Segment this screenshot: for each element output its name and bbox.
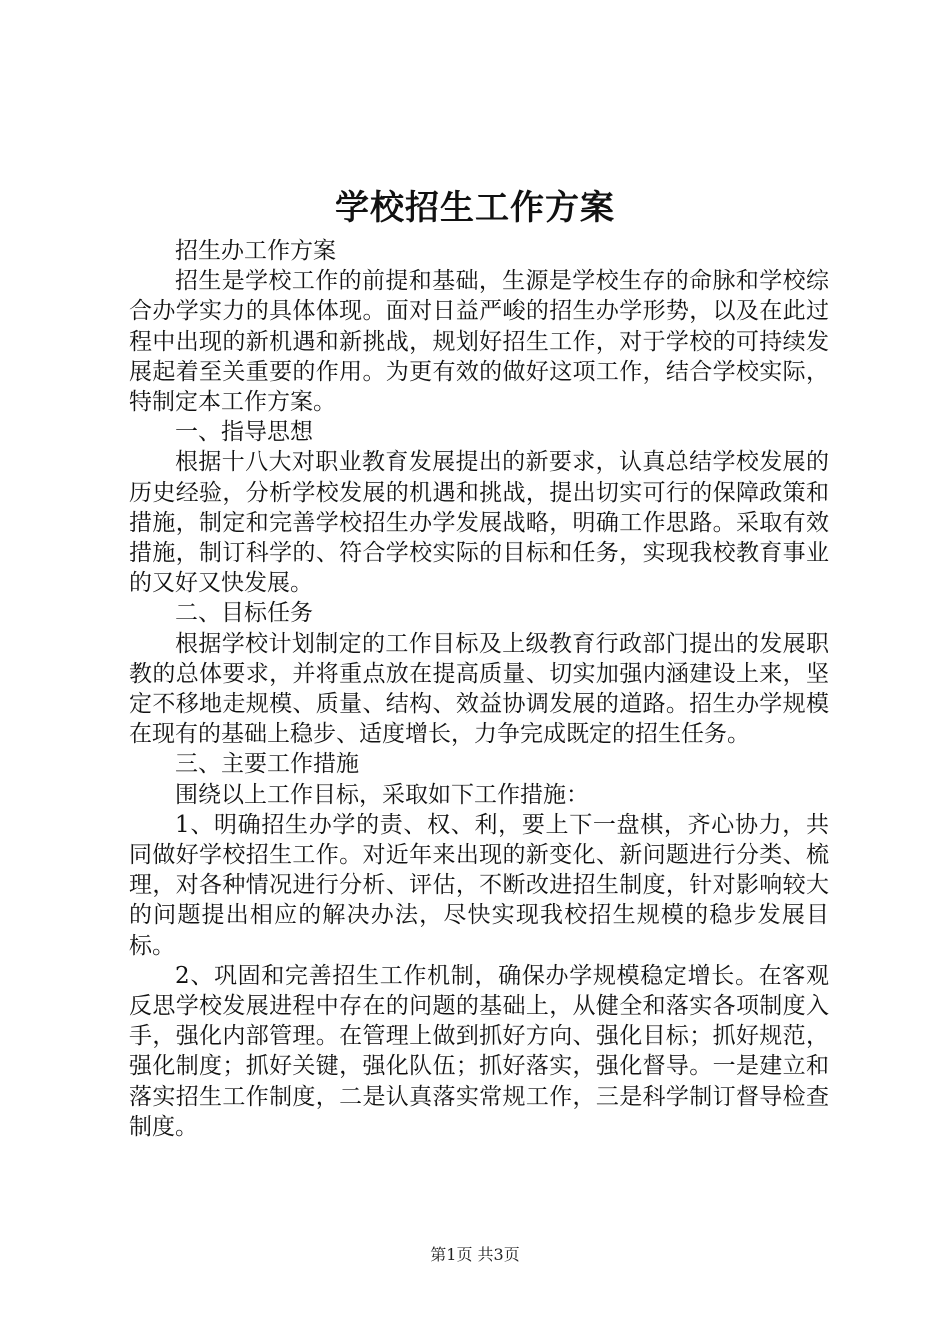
section-heading-measures: 三、主要工作措施 <box>175 751 359 778</box>
document-body <box>129 236 829 1142</box>
section-heading-guiding-ideology: 一、指导思想 <box>175 419 313 446</box>
paragraph-goals: 根据学校计划制定的工作目标及上级教育行政部门提出的发展职教的总体要求，并将重点放在提高质量、切实加强内涵建设上来，坚定不移地走规模、质量、结构、效益协调发展的道路。招生办学规模在现有的基础上稳步、适度增长，力争完成既定的招生任务。 <box>129 630 829 748</box>
page-number-footer: 第1页 共3页 <box>430 1245 520 1264</box>
paragraph-subtitle: 招生办工作方案 <box>175 238 336 264</box>
paragraph-measures-intro: 围绕以上工作目标，采取如下工作措施： <box>175 781 589 808</box>
paragraph-measure-1: 1、明确招生办学的责、权、利，要上下一盘棋，齐心协力，共同做好学校招生工作。对近年来出现的新变化、新问题进行分类、梳理，对各种情况进行分析、评估，不断改进招生制度，针对影响较大的问题提出相应的解决办法，尽快实现我校招生规模的稳步发展目标。 <box>129 811 829 959</box>
paragraph-guiding-ideology: 根据十八大对职业教育发展提出的新要求，认真总结学校发展的历史经验，分析学校发展的机遇和挑战，提出切实可行的保障政策和措施，制定和完善学校招生办学发展战略，明确工作思路。采取有效措施，制订科学的、符合学校实际的目标和任务，实现我校教育事业的又好又快发展。 <box>129 449 829 597</box>
document-title: 学校招生工作方案 <box>335 188 615 228</box>
paragraph-intro: 招生是学校工作的前提和基础，生源是学校生存的命脉和学校综合办学实力的具体体现。面对日益严峻的招生办学形势，以及在此过程中出现的新机遇和新挑战，规划好招生工作，对于学校的可持续发展起着至关重要的作用。为更有效的做好这项工作，结合学校实际，特制定本工作方案。 <box>129 268 829 416</box>
section-heading-goals: 二、目标任务 <box>175 600 313 627</box>
paragraph-measure-2: 2、巩固和完善招生工作机制，确保办学规模稳定增长。在客观反思学校发展进程中存在的问题的基础上，从健全和落实各项制度入手，强化内部管理。在管理上做到抓好方向、强化目标；抓好规范，强化制度；抓好关键，强化队伍；抓好落实，强化督导。一是建立和落实招生工作制度，二是认真落实常规工作，三是科学制订督导检查制度。 <box>129 962 829 1140</box>
